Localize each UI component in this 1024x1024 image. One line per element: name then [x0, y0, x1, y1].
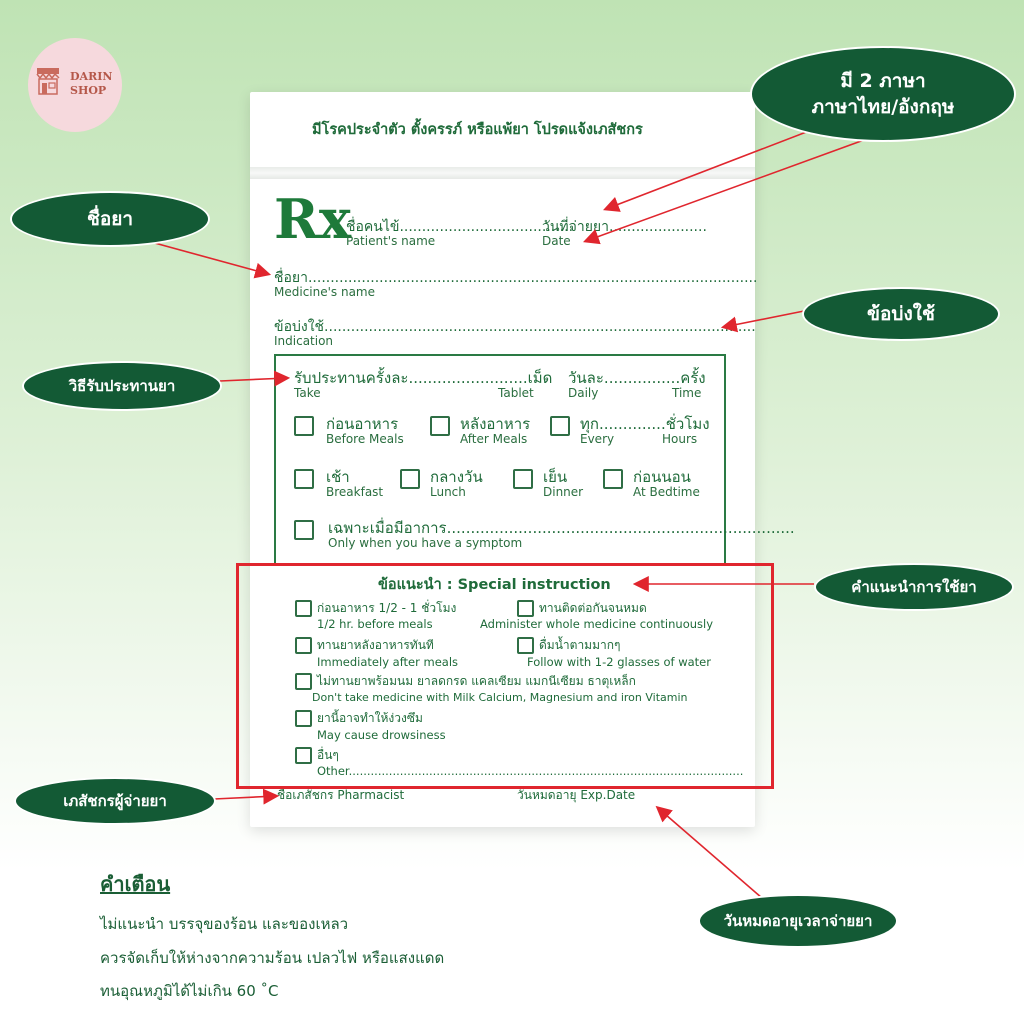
warning-line-1: ไม่แนะนำ บรรจุของร้อน และของเหลว — [100, 915, 349, 933]
tablet-label: Tablet — [498, 386, 534, 400]
take-label: Take — [294, 386, 321, 400]
arrow-method — [220, 378, 287, 381]
special-1-th: ก่อนอาหาร 1/2 - 1 ชั่วโมง — [317, 601, 457, 615]
breakfast-en: Breakfast — [326, 485, 384, 499]
callout-indication: ข้อบ่งใช้ — [802, 287, 1000, 341]
breakfast-th: เช้า — [326, 468, 350, 486]
arrow-drug-name — [140, 239, 268, 274]
brand-name: DARIN SHOP — [70, 70, 113, 97]
patient-name-label: Patient's name — [346, 234, 436, 248]
special-7-en: Other............................................................................................................ — [317, 764, 744, 778]
every-en: Every — [580, 432, 615, 446]
special-3-th: ทานยาหลังอาหารทันที — [317, 638, 434, 652]
after-meals-th: หลังอาหาร — [460, 415, 531, 433]
bedtime-en: At Bedtime — [633, 485, 700, 499]
hours-en: Hours — [662, 432, 698, 446]
indication-label: Indication — [274, 334, 334, 348]
special-4-en: Follow with 1-2 glasses of water — [527, 655, 711, 669]
before-meals-th: ก่อนอาหาร — [326, 415, 399, 433]
dinner-th: เย็น — [543, 468, 568, 486]
date-field: วันที่จ่ายยา...................... — [542, 219, 707, 235]
lunch-en: Lunch — [430, 485, 466, 499]
warning-title: คำเตือน — [100, 872, 171, 896]
bedtime-th: ก่อนนอน — [633, 468, 691, 486]
callout-pharmacist: เภสัชกรผู้จ่ายยา — [14, 777, 216, 825]
pharmacist-field: ชื่อเภสัชกร Pharmacist — [277, 788, 405, 802]
rx-symbol: Rx — [274, 187, 352, 251]
special-4-th: ดื่มน้ำตามมากๆ — [539, 638, 621, 652]
daily-label: Daily — [568, 386, 599, 400]
symptom-en: Only when you have a symptom — [328, 536, 523, 550]
special-5-en: Don't take medicine with Milk Calcium, Magnesium and iron Vitamin — [312, 691, 688, 704]
dinner-en: Dinner — [543, 485, 584, 499]
callout-drug-name: ชื่อยา — [10, 191, 210, 247]
arrow-pharmacist — [214, 796, 276, 799]
take-field: รับประทานครั้งละ.........................เม็ด — [294, 369, 553, 387]
special-2-en: Administer whole medicine continuously — [480, 617, 714, 631]
expiry-date-field: วันหมดอายุ Exp.Date — [517, 788, 636, 802]
symptom-th: เฉพาะเมื่อมีอาการ......................................................................... — [328, 519, 795, 537]
callout-instruction: คำแนะนำการใช้ยา — [814, 563, 1014, 611]
after-meals-en: After Meals — [460, 432, 528, 446]
lunch-th: กลางวัน — [430, 468, 483, 486]
date-label: Date — [542, 234, 571, 248]
special-3-en: Immediately after meals — [317, 655, 459, 669]
patient-name-field: ชื่อคนไข้....................................... — [346, 219, 574, 235]
time-label: Time — [672, 386, 702, 400]
special-6-th: ยานี้อาจทำให้ง่วงซึม — [317, 711, 423, 725]
warning-line-3: ทนอุณหภูมิได้ไม่เกิน 60 ˚C — [100, 982, 279, 1000]
every-th: ทุก..............ชั่วโมง — [580, 415, 710, 433]
special-instruction-title: ข้อแนะนำ : Special instruction — [378, 577, 611, 593]
medicine-name-label: Medicine's name — [274, 285, 376, 299]
arrow-indication — [724, 311, 804, 327]
special-2-th: ทานติดต่อกันจนหมด — [539, 601, 647, 615]
medicine-name-field: ชื่อยา..................................................................................................... — [274, 270, 758, 286]
callout-languages: มี 2 ภาษา ภาษาไทย/อังกฤษ — [750, 46, 1016, 142]
daily-field: วันละ................ครั้ง — [568, 369, 706, 387]
special-7-th: อื่นๆ — [317, 748, 339, 762]
bag-header: มีโรคประจำตัว ตั้งครรภ์ หรือแพ้ยา โปรดแจ้งเภสัชกร — [312, 122, 643, 138]
warning-line-2: ควรจัดเก็บให้ห่างจากความร้อน เปลวไฟ หรือแสงแดด — [100, 949, 445, 967]
special-5-th: ไม่ทานยาพร้อมนม ยาลดกรด แคลเซียม แมกนีเซียม ธาตุเหล็ก — [317, 674, 636, 688]
arrow-expiry — [658, 808, 762, 898]
indication-field: ข้อบ่งใช้................................................................................................. — [274, 319, 756, 335]
callout-method: วิธีรับประทานยา — [22, 361, 222, 411]
special-6-en: May cause drowsiness — [317, 728, 446, 742]
callout-expiry: วันหมดอายุเวลาจ่ายยา — [698, 894, 898, 948]
special-1-en: 1/2 hr. before meals — [317, 617, 433, 631]
before-meals-en: Before Meals — [326, 432, 404, 446]
